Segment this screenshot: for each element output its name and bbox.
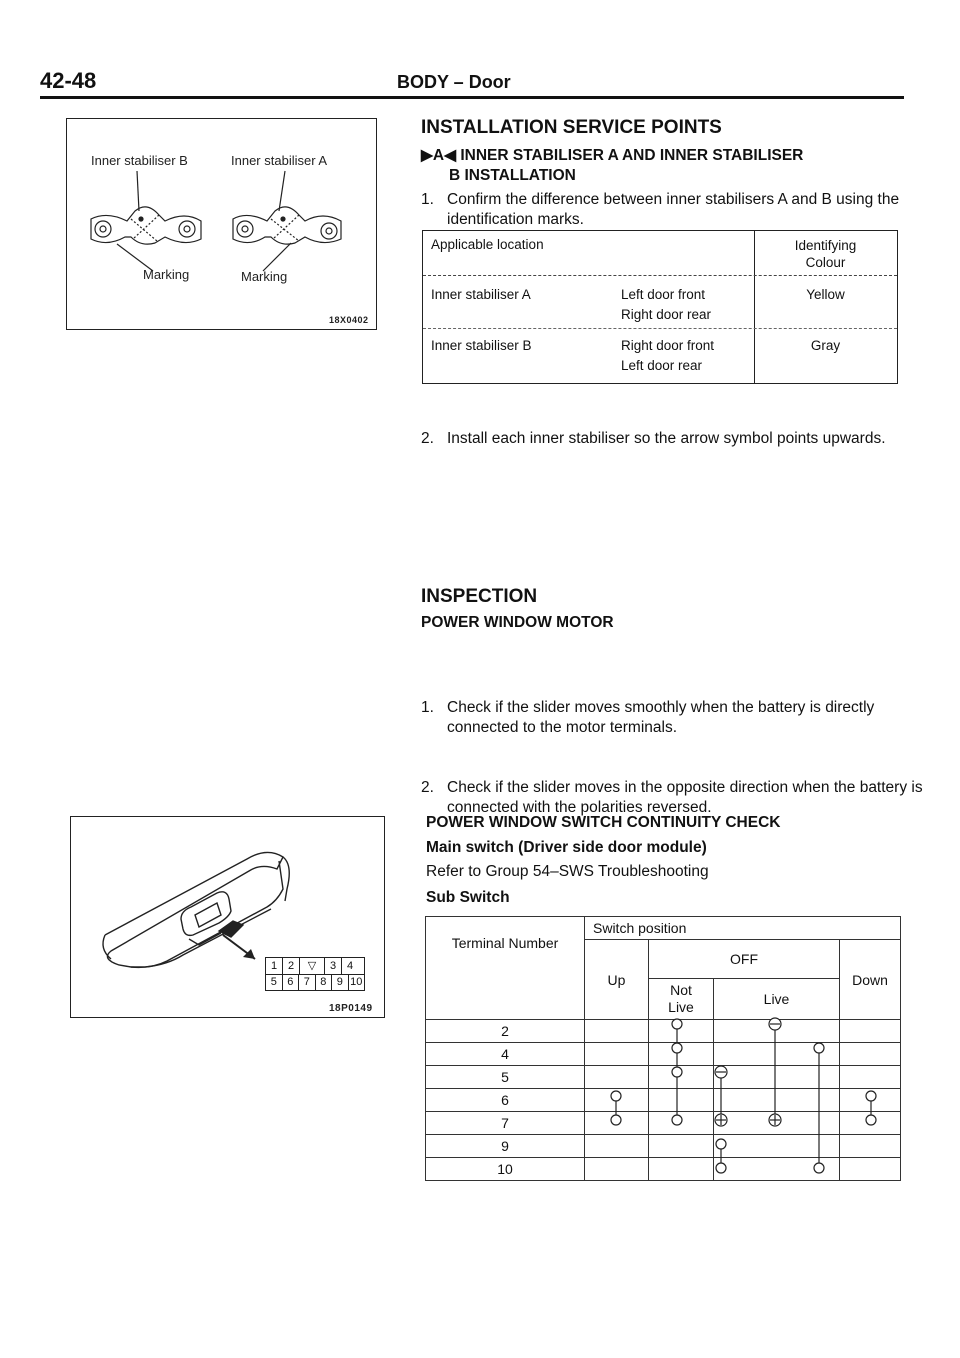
terminal-cell: 10 <box>350 976 363 988</box>
up-header: Up <box>585 940 649 1020</box>
off-header: OFF <box>649 940 840 979</box>
header-title: BODY – Door <box>397 72 511 92</box>
step-text: Install each inner stabiliser so the arrow symbol points upwards. <box>447 430 886 447</box>
not-live-line1: Not <box>670 982 692 998</box>
terminal-cell: 5 <box>426 1066 585 1089</box>
row-a-location-1: Left door front <box>621 287 706 302</box>
table-header-location: Applicable location <box>431 237 544 252</box>
terminal-cell: 6 <box>426 1089 585 1112</box>
terminal-cell: 9 <box>426 1135 585 1158</box>
motor-heading: POWER WINDOW MOTOR <box>421 614 614 631</box>
not-live-line2: Live <box>668 999 694 1015</box>
terminal-cell: 4 <box>346 960 354 972</box>
terminal-cell: 10 <box>426 1158 585 1181</box>
table-row-divider <box>423 328 897 329</box>
header-colour-line2: Colour <box>805 255 846 270</box>
step-number: 1. <box>421 699 434 716</box>
inspection-heading: INSPECTION <box>421 586 538 607</box>
terminal-cell: 8 <box>316 975 333 990</box>
table-header-divider <box>423 275 897 276</box>
page-number: 42-48 <box>40 68 97 93</box>
terminal-cell: 9 <box>332 975 349 990</box>
switch-continuity-heading: POWER WINDOW SWITCH CONTINUITY CHECK <box>426 814 781 831</box>
table-header-colour <box>754 237 897 271</box>
continuity-table <box>425 916 901 1180</box>
row-b-colour: Gray <box>810 338 841 353</box>
header-colour-line1: Identifying <box>794 238 857 253</box>
reference-marker: ▶A◀ <box>421 147 457 164</box>
label-inner-stabiliser-b: Inner stabiliser B <box>91 153 188 168</box>
terminal-cell: 7 <box>426 1112 585 1135</box>
live-header: Live <box>714 979 840 1020</box>
sub-switch-heading: Sub Switch <box>426 889 510 906</box>
switch-position-header: Switch position <box>585 917 901 940</box>
terminal-cell: 7 <box>299 975 316 990</box>
terminal-number-header: Terminal Number <box>426 917 585 1020</box>
step-text: Check if the slider moves in the opposite direction when the battery is connected with the polarities reversed. <box>447 779 923 816</box>
step-text: Check if the slider moves smoothly when the battery is directly connected to the motor terminals. <box>447 699 875 736</box>
label-inner-stabiliser-a: Inner stabiliser A <box>231 153 328 168</box>
stabiliser-figure <box>66 118 377 330</box>
row-b-location-2: Left door rear <box>621 358 703 373</box>
row-b-location-1: Right door front <box>621 338 715 353</box>
inner-stabiliser-subheading <box>421 146 803 186</box>
figure-code: 18P0149 <box>329 1003 373 1014</box>
subheading-line1: INNER STABILISER A AND INNER STABILISER <box>460 147 804 164</box>
terminal-cell: 5 <box>266 975 283 990</box>
connector-bottom-row <box>266 975 364 990</box>
row-a-colour: Yellow <box>806 287 845 302</box>
switch-figure <box>70 816 385 1018</box>
connector-top-row <box>266 958 364 975</box>
row-a-part: Inner stabiliser A <box>431 287 531 302</box>
terminal-cell: 4 <box>426 1043 585 1066</box>
inspection-step-2 <box>421 778 923 818</box>
stabiliser-a-icon <box>233 207 341 244</box>
connector-diagram <box>265 957 365 991</box>
down-header: Down <box>840 940 901 1020</box>
terminal-cell: 6 <box>283 975 300 990</box>
marking-label-right: Marking <box>241 269 288 284</box>
stabiliser-b-icon <box>91 207 201 244</box>
step-number: 2. <box>421 430 434 447</box>
installation-heading: INSTALLATION SERVICE POINTS <box>421 117 722 138</box>
row-b-part: Inner stabiliser B <box>431 338 532 353</box>
terminal-cell: 2 <box>283 958 300 974</box>
row-a-location-2: Right door rear <box>621 307 712 322</box>
step-text: Confirm the difference between inner stabilisers A and B using the identification marks. <box>447 191 900 228</box>
main-switch-heading: Main switch (Driver side door module) <box>426 839 707 856</box>
marking-label-left: Marking <box>143 267 190 282</box>
header-rule <box>40 96 904 99</box>
installation-step-1 <box>421 190 923 230</box>
terminal-cell: 2 <box>426 1020 585 1043</box>
terminal-cell: 3 <box>325 958 342 974</box>
installation-step-2 <box>421 429 923 449</box>
connector-key-icon: ▽ <box>300 958 325 974</box>
inspection-step-1 <box>421 698 923 738</box>
subheading-line2: B INSTALLATION <box>449 167 576 184</box>
stabiliser-drawing <box>67 119 376 329</box>
step-number: 1. <box>421 191 434 208</box>
step-number: 2. <box>421 779 434 796</box>
refer-text: Refer to Group 54–SWS Troubleshooting <box>426 863 709 880</box>
figure-code: 18X0402 <box>329 315 369 325</box>
continuity-symbols <box>425 916 901 1180</box>
identification-table <box>422 230 898 384</box>
terminal-cell: 1 <box>266 958 283 974</box>
